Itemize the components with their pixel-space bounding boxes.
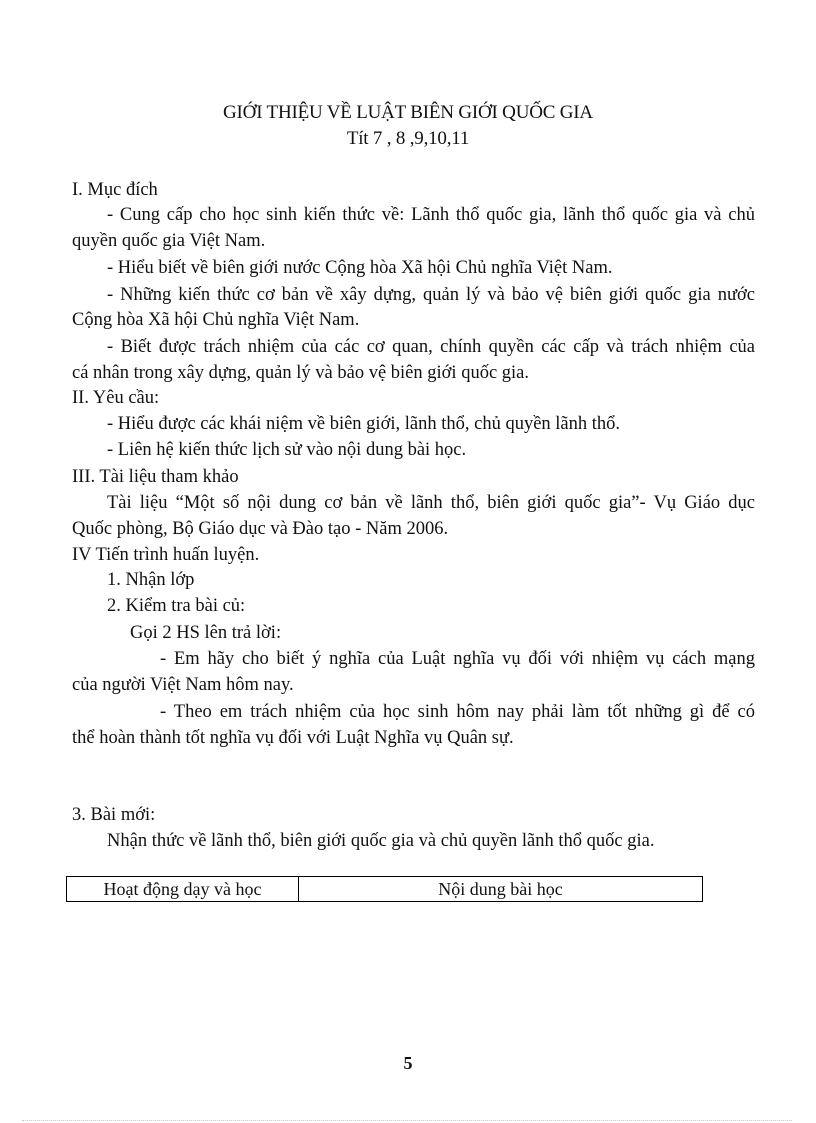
section-2-heading: II. Yêu cầu: <box>72 388 160 408</box>
section-1-paragraph-1-line-1: - Cung cấp cho học sinh kiến thức về: Lãnh thổ quốc gia, lãnh thổ quốc gia và chủ <box>107 205 755 225</box>
section-4-question-2-line-1: - Theo em trách nhiệm của học sinh hôm nay phải làm tốt những gì để có <box>160 702 755 722</box>
section-1-paragraph-4-line-2: cá nhân trong xây dựng, quản lý và bảo vệ biên giới quốc gia. <box>72 363 530 383</box>
footer-divider <box>22 1120 792 1121</box>
section-4-question-1-line-2: của người Việt Nam hôm nay. <box>72 675 294 695</box>
section-2-paragraph-1: - Hiểu được các khái niệm về biên giới, lãnh thổ, chủ quyền lãnh thổ. <box>107 414 621 434</box>
lesson-table-header <box>66 876 703 902</box>
section-3-paragraph-line-1: Tài liệu “Một số nội dung cơ bản về lãnh thổ, biên giới quốc gia”- Vụ Giáo dục <box>107 493 755 513</box>
document-title: GIỚI THIỆU VỀ LUẬT BIÊN GIỚI QUỐC GIA <box>223 102 593 123</box>
section-4-item-1: 1. Nhận lớp <box>107 570 195 590</box>
section-3-heading: III. Tài liệu tham khảo <box>72 467 239 487</box>
section-2-paragraph-2: - Liên hệ kiến thức lịch sử vào nội dung bài học. <box>107 440 467 460</box>
section-3-paragraph-line-2: Quốc phòng, Bộ Giáo dục và Đào tạo - Năm 2006. <box>72 519 449 539</box>
section-4-item-2: 2. Kiểm tra bài củ: <box>107 596 246 616</box>
section-1-paragraph-2: - Hiểu biết về biên giới nước Cộng hòa Xã hội Chủ nghĩa Việt Nam. <box>107 258 613 278</box>
section-1-paragraph-1-line-2: quyền quốc gia Việt Nam. <box>72 231 266 251</box>
table-header-content: Nội dung bài học <box>438 879 563 899</box>
page-number: 5 <box>403 1053 413 1073</box>
section-4-question-2-line-2: thể hoàn thành tốt nghĩa vụ đối với Luật Nghĩa vụ Quân sự. <box>72 728 514 748</box>
section-4-heading: IV Tiến trình huấn luyện. <box>72 545 260 565</box>
table-header-activities: Hoạt động dạy và học <box>67 877 299 901</box>
section-4-item-3: 3. Bài mới: <box>72 805 156 825</box>
section-4-item-3-text: Nhận thức về lãnh thổ, biên giới quốc gia và chủ quyền lãnh thổ quốc gia. <box>107 831 655 851</box>
section-4-call-students: Gọi 2 HS lên trả lời: <box>130 623 282 643</box>
section-1-paragraph-3-line-1: - Những kiến thức cơ bản về xây dựng, quản lý và bảo vệ biên giới quốc gia nước <box>107 285 755 305</box>
document-subtitle: Tít 7 , 8 ,9,10,11 <box>346 128 470 149</box>
section-1-paragraph-4-line-1: - Biết được trách nhiệm của các cơ quan, chính quyền các cấp và trách nhiệm của <box>107 337 755 357</box>
section-4-question-1-line-1: - Em hãy cho biết ý nghĩa của Luật nghĩa vụ đối với nhiệm vụ cách mạng <box>160 649 755 669</box>
section-1-heading: I. Mục đích <box>72 180 158 200</box>
section-1-paragraph-3-line-2: Cộng hòa Xã hội Chủ nghĩa Việt Nam. <box>72 310 360 330</box>
